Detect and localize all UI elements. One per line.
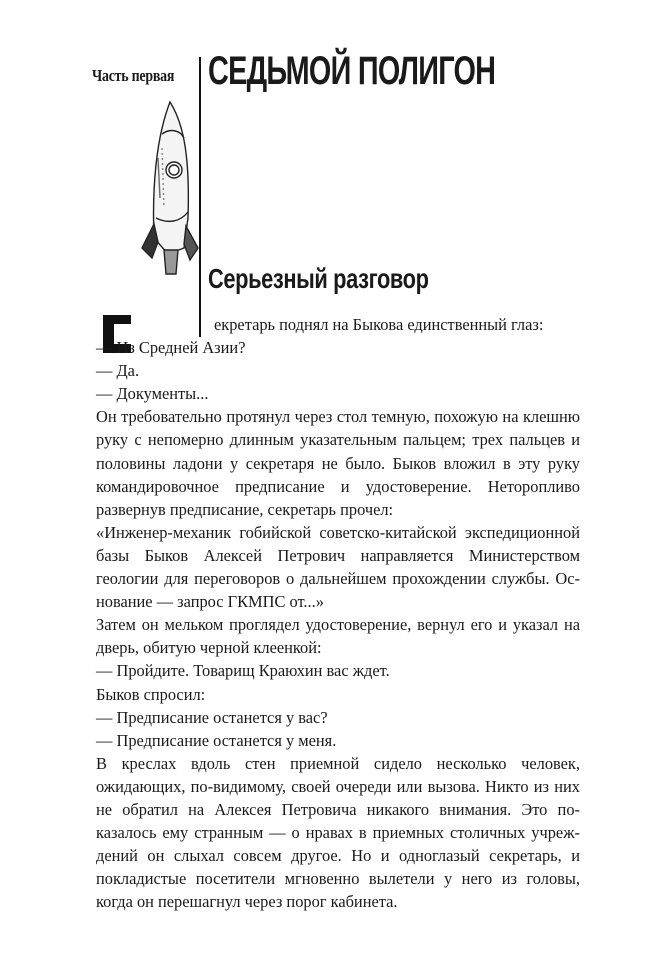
- paragraph: Затем он мельком проглядел удостоверение, вернул его и указал на дверь, обитую черной клеенкой:: [96, 615, 580, 658]
- svg-text:С: С: [95, 305, 96, 306]
- paragraph: Быков спросил:: [96, 684, 206, 704]
- paragraph: — Предписание останется у меня.: [96, 730, 337, 750]
- paragraph: В креслах вдоль стен приемной сидело несколько человек, ожидающих, по-видимому, своей очереди или вызова. Никто из них не обратил на Алексея Петровича никакого внимания. Это показалось ему странным — о нравах в приемных столичных учреждений он слыхал совсем другое. Но и одноглазый секретарь, и покладистые посетители мгновенно вылетели у него из головы, когда он перешагнул через порог кабинета.: [96, 753, 580, 912]
- part-label: Часть первая: [92, 66, 175, 85]
- paragraph: «Инженер-механик гобийской советско-китайской экспедиционной базы Быков Алексей Петрович направляется Министерством геологии для переговоров о дальнейшем прохождении службы. Основание — запрос ГКМПС от...»: [96, 522, 580, 612]
- paragraph: — Предписание останется у вас?: [96, 707, 328, 727]
- paragraph: — Из Средней Азии?: [96, 338, 246, 358]
- body-text: [96, 313, 580, 913]
- paragraph: — Документы...: [96, 384, 209, 404]
- paragraph: Он требовательно протянул через стол темную, похожую на клешню руку с непомерно длинным указательным пальцем; трех пальцев и половины ладони у секретаря не было. Быков вложил в эту руку командировочное предписание и удостоверение. Неторопливо развернув предписание, секретарь прочел:: [96, 407, 580, 519]
- chapter-title: Серьезный разговор: [208, 263, 429, 294]
- paragraph: — Пройдите. Товарищ Краюхин вас ждет.: [96, 661, 390, 681]
- part-title: СЕДЬМОЙ ПОЛИГОН: [208, 49, 496, 93]
- paragraph: — Да.: [96, 361, 140, 381]
- paragraph: екретарь поднял на Быкова единственный глаз:: [214, 315, 544, 334]
- rocket-illustration: [140, 98, 202, 276]
